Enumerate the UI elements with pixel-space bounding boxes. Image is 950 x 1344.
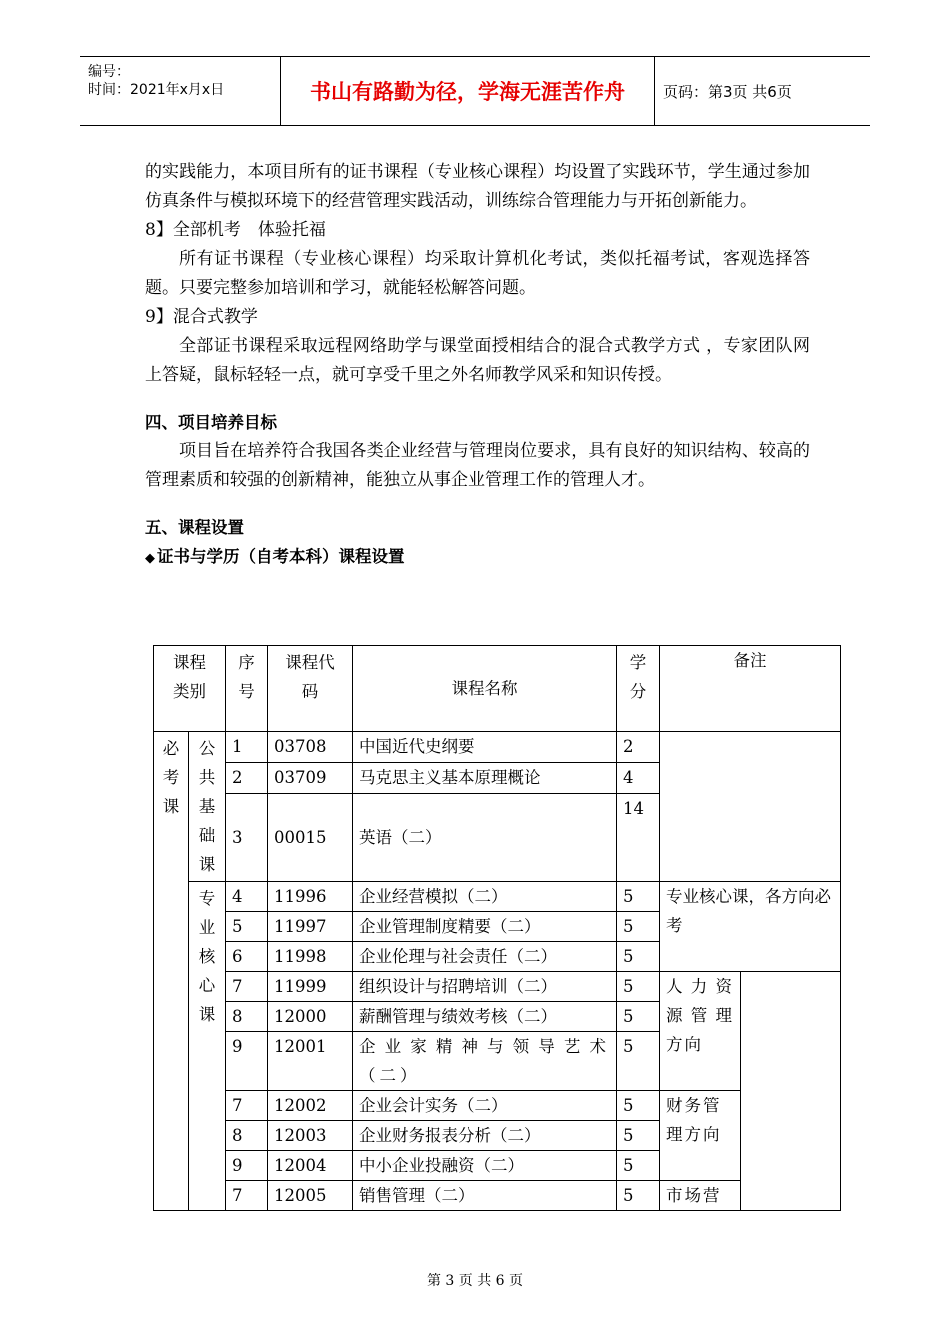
row-credit: 5 xyxy=(617,972,660,1002)
group-public: 公共基础课 xyxy=(189,732,226,882)
page-header xyxy=(80,56,870,126)
row-name: 企业经营模拟（二） xyxy=(353,882,617,912)
header-code: 课程代码 xyxy=(268,646,353,732)
row-code: 11997 xyxy=(268,912,353,942)
row-seq: 7 xyxy=(226,972,268,1002)
item9-title: 9】混合式教学 xyxy=(145,307,258,327)
header-name: 课程名称 xyxy=(353,646,617,732)
row-seq: 1 xyxy=(226,732,268,763)
row-seq: 8 xyxy=(226,1121,268,1151)
page-footer: 第 3 页 共 6 页 xyxy=(426,1273,524,1289)
row-seq: 7 xyxy=(226,1181,268,1211)
group-required: 必考课 xyxy=(154,732,189,1211)
row-credit: 5 xyxy=(617,1181,660,1211)
row-credit: 4 xyxy=(617,762,660,793)
item8-title: 8】全部机考 体验托福 xyxy=(145,220,326,240)
row-name: 英语（二） xyxy=(353,793,617,881)
section5-title: 五、课程设置 xyxy=(145,518,244,537)
paragraph-practice: 的实践能力，本项目所有的证书课程（专业核心课程）均设置了实践环节，学生通过参加仿真条件与模拟环境下的经营管理实践活动，训练综合管理能力与开拓创新能力。 xyxy=(145,162,810,211)
row-name: 薪酬管理与绩效考核（二） xyxy=(353,1002,617,1032)
row-name: 企业财务报表分析（二） xyxy=(353,1121,617,1151)
row-credit: 14 xyxy=(617,793,660,881)
row-seq: 9 xyxy=(226,1032,268,1091)
row-code: 12004 xyxy=(268,1151,353,1181)
table-row xyxy=(154,972,841,1002)
subsection-title-text: 证书与学历（自考本科）课程设置 xyxy=(157,547,405,566)
header-credit: 学分 xyxy=(617,646,660,732)
row-credit: 2 xyxy=(617,732,660,763)
header-seq: 序号 xyxy=(226,646,268,732)
group-core: 专业核心课 xyxy=(189,882,226,1211)
row-name: 企业伦理与社会责任（二） xyxy=(353,942,617,972)
row-seq: 6 xyxy=(226,942,268,972)
row-credit: 5 xyxy=(617,1151,660,1181)
row-seq: 5 xyxy=(226,912,268,942)
row-name: 企业家精神与领导艺术（二） xyxy=(353,1032,617,1091)
page-info: 页码：第3页 共6页 xyxy=(663,82,792,101)
row-name: 企业管理制度精要（二） xyxy=(353,912,617,942)
header-note: 备注 xyxy=(660,646,841,732)
row-code: 12001 xyxy=(268,1032,353,1091)
row-code: 11996 xyxy=(268,882,353,912)
row-name: 组织设计与招聘培训（二） xyxy=(353,972,617,1002)
row-code: 12003 xyxy=(268,1121,353,1151)
diamond-bullet-icon: ◆ xyxy=(145,551,155,566)
row-name: 企业会计实务（二） xyxy=(353,1091,617,1121)
row-name: 销售管理（二） xyxy=(353,1181,617,1211)
item9-text: 全部证书课程采取远程网络助学与课堂面授相结合的混合式教学方式 ，专家团队网上答疑，鼠标轻轻一点，就可享受千里之外名师教学风采和知识传授。 xyxy=(145,336,810,385)
course-table xyxy=(153,645,841,1211)
table-row xyxy=(154,882,841,912)
document-body xyxy=(145,158,810,573)
header-category: 课程类别 xyxy=(154,646,226,732)
row-seq: 8 xyxy=(226,1002,268,1032)
row-seq: 2 xyxy=(226,762,268,793)
row-credit: 5 xyxy=(617,1121,660,1151)
number-label: 编号： xyxy=(88,64,130,80)
row-code: 03708 xyxy=(268,732,353,763)
row-name: 马克思主义基本原理概论 xyxy=(353,762,617,793)
row-credit: 5 xyxy=(617,882,660,912)
row-seq: 4 xyxy=(226,882,268,912)
direction-hr: 人力资源管理方向 xyxy=(660,972,741,1091)
row-name: 中国近代史纲要 xyxy=(353,732,617,763)
row-name: 中小企业投融资（二） xyxy=(353,1151,617,1181)
direction-marketing: 市场营 xyxy=(660,1181,741,1211)
row-credit: 5 xyxy=(617,1002,660,1032)
direction-finance: 财务管理方向 xyxy=(660,1091,741,1181)
direction-spacer xyxy=(741,972,841,1211)
row-code: 00015 xyxy=(268,793,353,881)
motto: 书山有路勤为径，学海无涯苦作舟 xyxy=(281,57,655,125)
subsection-title xyxy=(145,542,810,573)
table-row xyxy=(154,1091,841,1121)
row-credit: 5 xyxy=(617,912,660,942)
table-row xyxy=(154,1181,841,1211)
header-meta xyxy=(80,57,281,125)
row-code: 12002 xyxy=(268,1091,353,1121)
table-header-row xyxy=(154,646,841,732)
table-row xyxy=(154,732,841,763)
row-credit: 5 xyxy=(617,1091,660,1121)
row-code: 12000 xyxy=(268,1002,353,1032)
row-code: 11998 xyxy=(268,942,353,972)
item8-text: 所有证书课程（专业核心课程）均采取计算机化考试，类似托福考试，客观选择答题。只要完整参加培训和学习，就能轻松解答问题。 xyxy=(145,249,810,298)
row-code: 12005 xyxy=(268,1181,353,1211)
section4-text: 项目旨在培养符合我国各类企业经营与管理岗位要求，具有良好的知识结构、较高的管理素质和较强的创新精神，能独立从事企业管理工作的管理人才。 xyxy=(145,441,810,490)
row-seq: 7 xyxy=(226,1091,268,1121)
row-credit: 5 xyxy=(617,942,660,972)
row-code: 03709 xyxy=(268,762,353,793)
date-label: 时间：2021年x月x日 xyxy=(88,82,225,98)
note-core: 专业核心课，各方向必考 xyxy=(660,882,841,972)
row-seq: 9 xyxy=(226,1151,268,1181)
row-code: 11999 xyxy=(268,972,353,1002)
row-seq: 3 xyxy=(226,793,268,881)
row-credit: 5 xyxy=(617,1032,660,1091)
section4-title: 四、项目培养目标 xyxy=(145,413,277,432)
note-empty xyxy=(660,732,841,882)
